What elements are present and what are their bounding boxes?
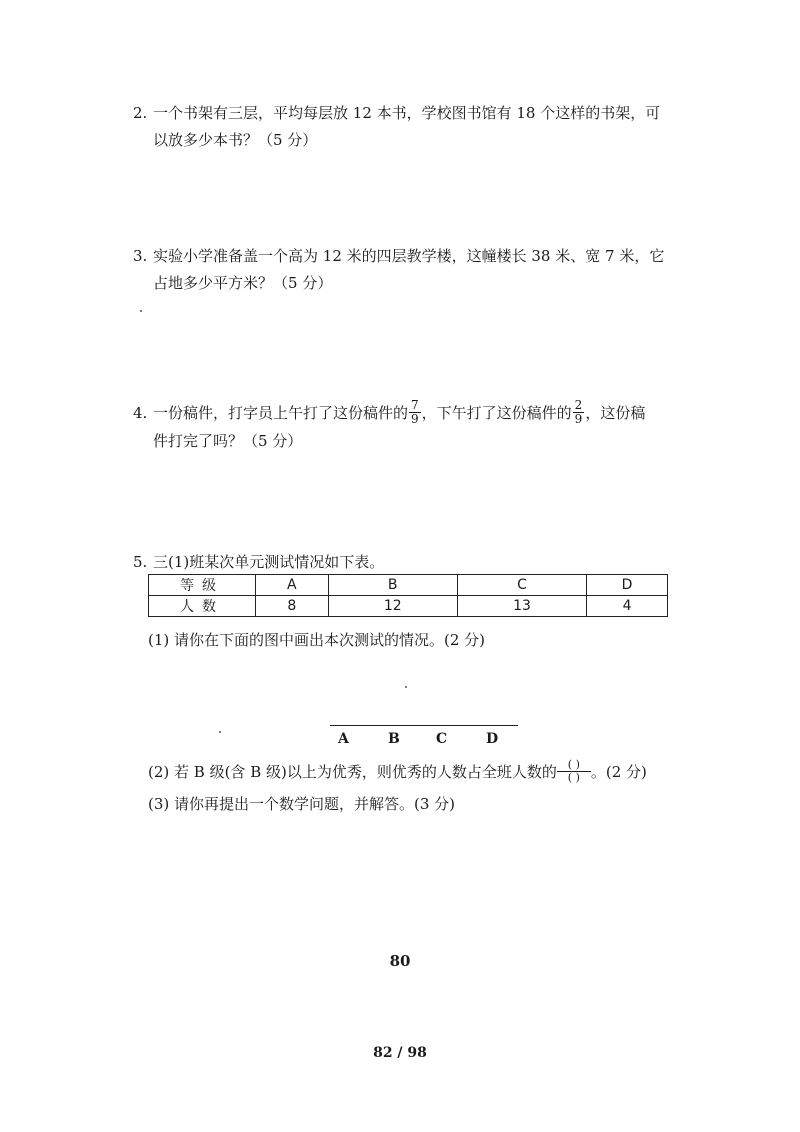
fraction-seven-ninths bbox=[409, 399, 421, 426]
question-text-continued: 以放多少本书？（5 分） bbox=[153, 131, 318, 149]
fraction-numerator: 2 bbox=[574, 397, 583, 412]
table-cell: C bbox=[457, 575, 586, 596]
fraction-denominator: 9 bbox=[411, 411, 419, 426]
fraction-numerator: 7 bbox=[411, 397, 419, 412]
table-row-label: 等级 bbox=[149, 575, 256, 596]
axis-label-a: A bbox=[338, 731, 349, 747]
question-text-part: ，这份稿 bbox=[585, 404, 646, 422]
sub-question-1: (1) 请你在下面的图中画出本次测试的情况。(2 分) bbox=[148, 631, 486, 649]
axis-label-c: C bbox=[436, 731, 448, 747]
axis-label-d: D bbox=[486, 731, 499, 747]
table-cell: 8 bbox=[256, 596, 329, 617]
question-2 bbox=[133, 100, 673, 154]
scan-speck bbox=[219, 731, 221, 733]
sub-question-text: (2) 若 B 级(含 B 级)以上为优秀，则优秀的人数占全班人数的 bbox=[148, 763, 557, 781]
question-4 bbox=[133, 397, 673, 455]
page-number: 80 bbox=[389, 952, 411, 970]
table-row bbox=[149, 575, 668, 596]
fraction-denominator: 9 bbox=[574, 411, 583, 426]
question-text: 一个书架有三层，平均每层放 12 本书，学校图书馆有 18 个这样的书架，可 bbox=[153, 104, 661, 122]
question-text-part: ，下午打了这份稿件的 bbox=[421, 404, 572, 422]
table-cell: 13 bbox=[457, 596, 586, 617]
question-text: 实验小学准备盖一个高为 12 米的四层教学楼，这幢楼长 38 米、宽 7 米，它 bbox=[153, 247, 665, 265]
table-row-label: 人数 bbox=[149, 596, 256, 617]
question-text-continued: 占地多少平方米？（5 分） bbox=[153, 274, 333, 292]
sub-question-2 bbox=[148, 757, 647, 786]
question-number: 4. bbox=[133, 404, 148, 422]
table-row bbox=[149, 596, 668, 617]
grade-table bbox=[148, 574, 668, 617]
pagination: 82 / 98 bbox=[373, 1045, 427, 1061]
question-3 bbox=[133, 243, 673, 297]
answer-blank-fraction bbox=[557, 759, 591, 784]
question-text-continued: 件打完了吗？（5 分） bbox=[153, 431, 303, 450]
scan-speck bbox=[405, 686, 407, 688]
axis-label-b: B bbox=[388, 731, 400, 747]
scan-speck bbox=[140, 310, 142, 312]
fraction-two-ninths bbox=[573, 399, 585, 426]
chart-baseline bbox=[330, 725, 518, 726]
question-text-part: 一份稿件，打字员上午打了这份稿件的 bbox=[153, 404, 409, 422]
question-number: 3. bbox=[133, 247, 148, 265]
table-cell: D bbox=[587, 575, 668, 596]
blank-numerator: ( ) bbox=[557, 759, 591, 772]
sub-question-text: 。(2 分) bbox=[590, 763, 647, 781]
question-text: 三(1)班某次单元测试情况如下表。 bbox=[153, 553, 385, 571]
question-number: 2. bbox=[133, 104, 148, 122]
question-number: 5. bbox=[133, 553, 148, 571]
table-cell: 4 bbox=[587, 596, 668, 617]
table-cell: A bbox=[256, 575, 329, 596]
sub-question-3: (3) 请你再提出一个数学问题，并解答。(3 分) bbox=[148, 795, 456, 813]
table-cell: B bbox=[328, 575, 457, 596]
blank-denominator: ( ) bbox=[567, 770, 580, 784]
question-5-intro bbox=[133, 549, 673, 576]
table-cell: 12 bbox=[328, 596, 457, 617]
